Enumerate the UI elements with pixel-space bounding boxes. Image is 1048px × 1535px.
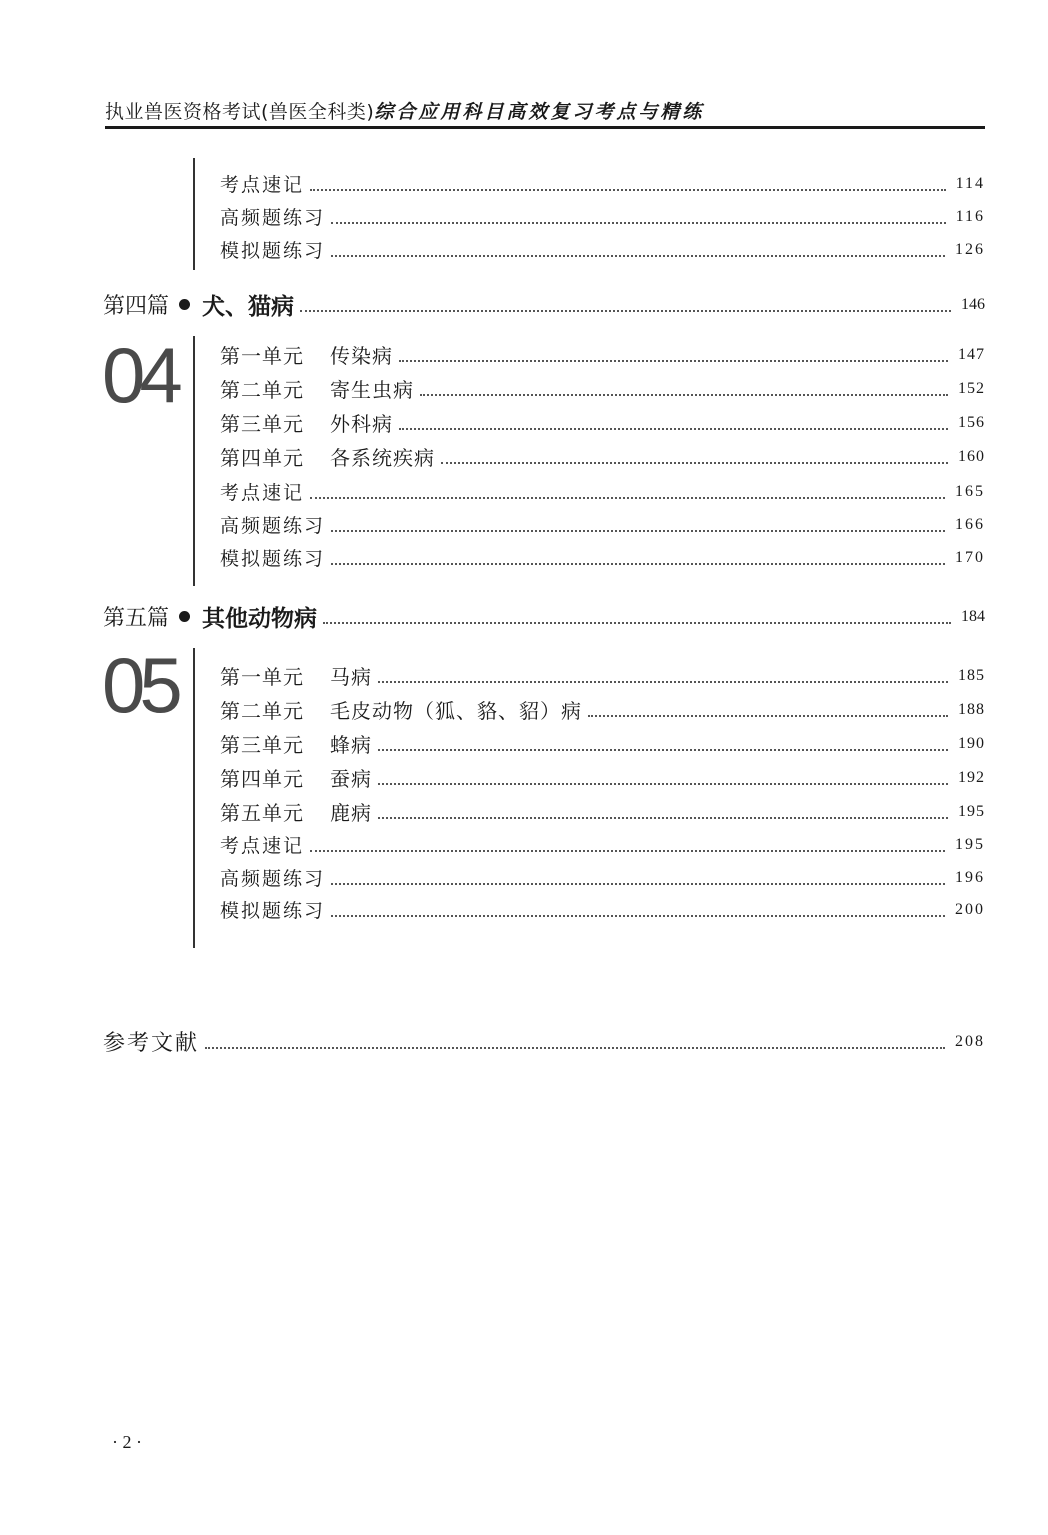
leader-dots (323, 621, 951, 624)
entry-label: 考点速记 (220, 482, 305, 504)
toc-entry[interactable] (220, 170, 985, 197)
unit-label: 第五单元 (220, 801, 304, 825)
entry-label: 考点速记 (220, 835, 305, 857)
unit-title: 外科病 (330, 412, 393, 436)
references-label: 参考文献 (103, 1031, 200, 1056)
toc-unit[interactable] (220, 695, 985, 724)
unit-title: 蚕病 (330, 767, 372, 791)
part-title: 犬、猫病 (202, 294, 295, 320)
entry-label: 高频题练习 (220, 207, 326, 229)
leader-dots (399, 359, 948, 362)
header-rule (105, 126, 985, 129)
leader-dots (310, 496, 945, 499)
page-number: 190 (958, 734, 985, 752)
unit-label: 第四单元 (220, 767, 304, 791)
toc-entry[interactable] (220, 831, 985, 858)
entry-label: 模拟题练习 (220, 900, 326, 922)
unit-title: 鹿病 (330, 801, 372, 825)
page-number: 170 (955, 548, 985, 566)
leader-dots (310, 188, 946, 191)
toc-unit[interactable] (220, 408, 985, 437)
page-number: 188 (958, 700, 985, 718)
page-number: 116 (955, 207, 985, 225)
entry-label: 模拟题练习 (220, 548, 326, 570)
part-number-05: 05 (102, 641, 177, 729)
page-number: 160 (958, 447, 985, 465)
unit-label: 第三单元 (220, 733, 304, 757)
page-number: 146 (961, 295, 985, 313)
unit-title: 传染病 (330, 344, 393, 368)
part-label: 第四篇 (103, 294, 170, 319)
toc-entry[interactable] (220, 236, 985, 263)
bullet-icon (179, 611, 190, 622)
unit-label: 第一单元 (220, 665, 304, 689)
entry-label: 高频题练习 (220, 868, 326, 890)
leader-dots (331, 221, 946, 224)
leader-dots (378, 782, 948, 785)
page-number: 192 (958, 768, 985, 786)
page-number: 166 (955, 515, 985, 533)
toc-unit[interactable] (220, 374, 985, 403)
entry-label: 高频题练习 (220, 515, 326, 537)
leader-dots (378, 680, 948, 683)
toc-unit[interactable] (220, 661, 985, 690)
part5-vertical-rule (193, 648, 195, 948)
toc-unit[interactable] (220, 763, 985, 792)
toc-entry[interactable] (220, 896, 985, 923)
unit-title: 马病 (330, 665, 372, 689)
footer-page-number: · 2 · (112, 1432, 142, 1452)
page-number: 152 (958, 379, 985, 397)
toc-entry[interactable] (220, 864, 985, 891)
page-number: 126 (955, 240, 985, 258)
leader-dots (310, 849, 945, 852)
page-number: 156 (958, 413, 985, 431)
toc-unit[interactable] (220, 442, 985, 471)
leader-dots (378, 816, 948, 819)
leader-dots (331, 529, 945, 532)
leader-dots (331, 914, 945, 917)
page-number: 208 (955, 1032, 985, 1050)
entry-label: 考点速记 (220, 174, 305, 196)
running-header (105, 98, 985, 130)
toc-unit[interactable] (220, 797, 985, 826)
leader-dots (331, 882, 945, 885)
unit-title: 蜂病 (330, 733, 372, 757)
unit-label: 第二单元 (220, 699, 304, 723)
book-title: 综合应用科目高效复习考点与精练 (374, 101, 705, 123)
page-number: 200 (955, 900, 985, 918)
toc-unit[interactable] (220, 340, 985, 369)
header-text (105, 98, 704, 126)
part-heading-5[interactable] (103, 600, 985, 633)
page-number: 165 (955, 482, 985, 500)
leader-dots (331, 562, 945, 565)
part-title: 其他动物病 (202, 606, 318, 632)
unit-label: 第四单元 (220, 446, 304, 470)
leader-dots (588, 714, 948, 717)
unit-label: 第一单元 (220, 344, 304, 368)
series-title: 执业兽医资格考试(兽医全科类) (105, 101, 375, 123)
part-number-04: 04 (102, 331, 177, 419)
page-number: 114 (955, 174, 985, 192)
toc-unit[interactable] (220, 729, 985, 758)
page-number: 184 (961, 607, 985, 625)
part-heading-4[interactable] (103, 288, 985, 321)
leader-dots (331, 254, 945, 257)
references-entry[interactable] (103, 1026, 985, 1057)
page-number: 195 (955, 835, 985, 853)
unit-title: 毛皮动物（狐、貉、貂）病 (330, 699, 582, 723)
entry-label: 模拟题练习 (220, 240, 326, 262)
bullet-icon (179, 299, 190, 310)
leader-dots (378, 748, 948, 751)
leader-dots (205, 1046, 945, 1049)
leader-dots (300, 309, 951, 312)
unit-title: 各系统疾病 (330, 446, 435, 470)
page-number: 196 (955, 868, 985, 886)
toc-entry[interactable] (220, 203, 985, 230)
unit-label: 第二单元 (220, 378, 304, 402)
leader-dots (399, 427, 948, 430)
part-label: 第五篇 (103, 606, 170, 631)
toc-entry[interactable] (220, 511, 985, 538)
page-number: 195 (958, 802, 985, 820)
leader-dots (420, 393, 948, 396)
unit-title: 寄生虫病 (330, 378, 414, 402)
toc-entry[interactable] (220, 544, 985, 571)
leader-dots (441, 461, 948, 464)
page-number: 185 (958, 666, 985, 684)
part3-vertical-rule (193, 158, 195, 270)
toc-entry[interactable] (220, 478, 985, 505)
unit-label: 第三单元 (220, 412, 304, 436)
page-number: 147 (958, 345, 985, 363)
part4-vertical-rule (193, 336, 195, 586)
